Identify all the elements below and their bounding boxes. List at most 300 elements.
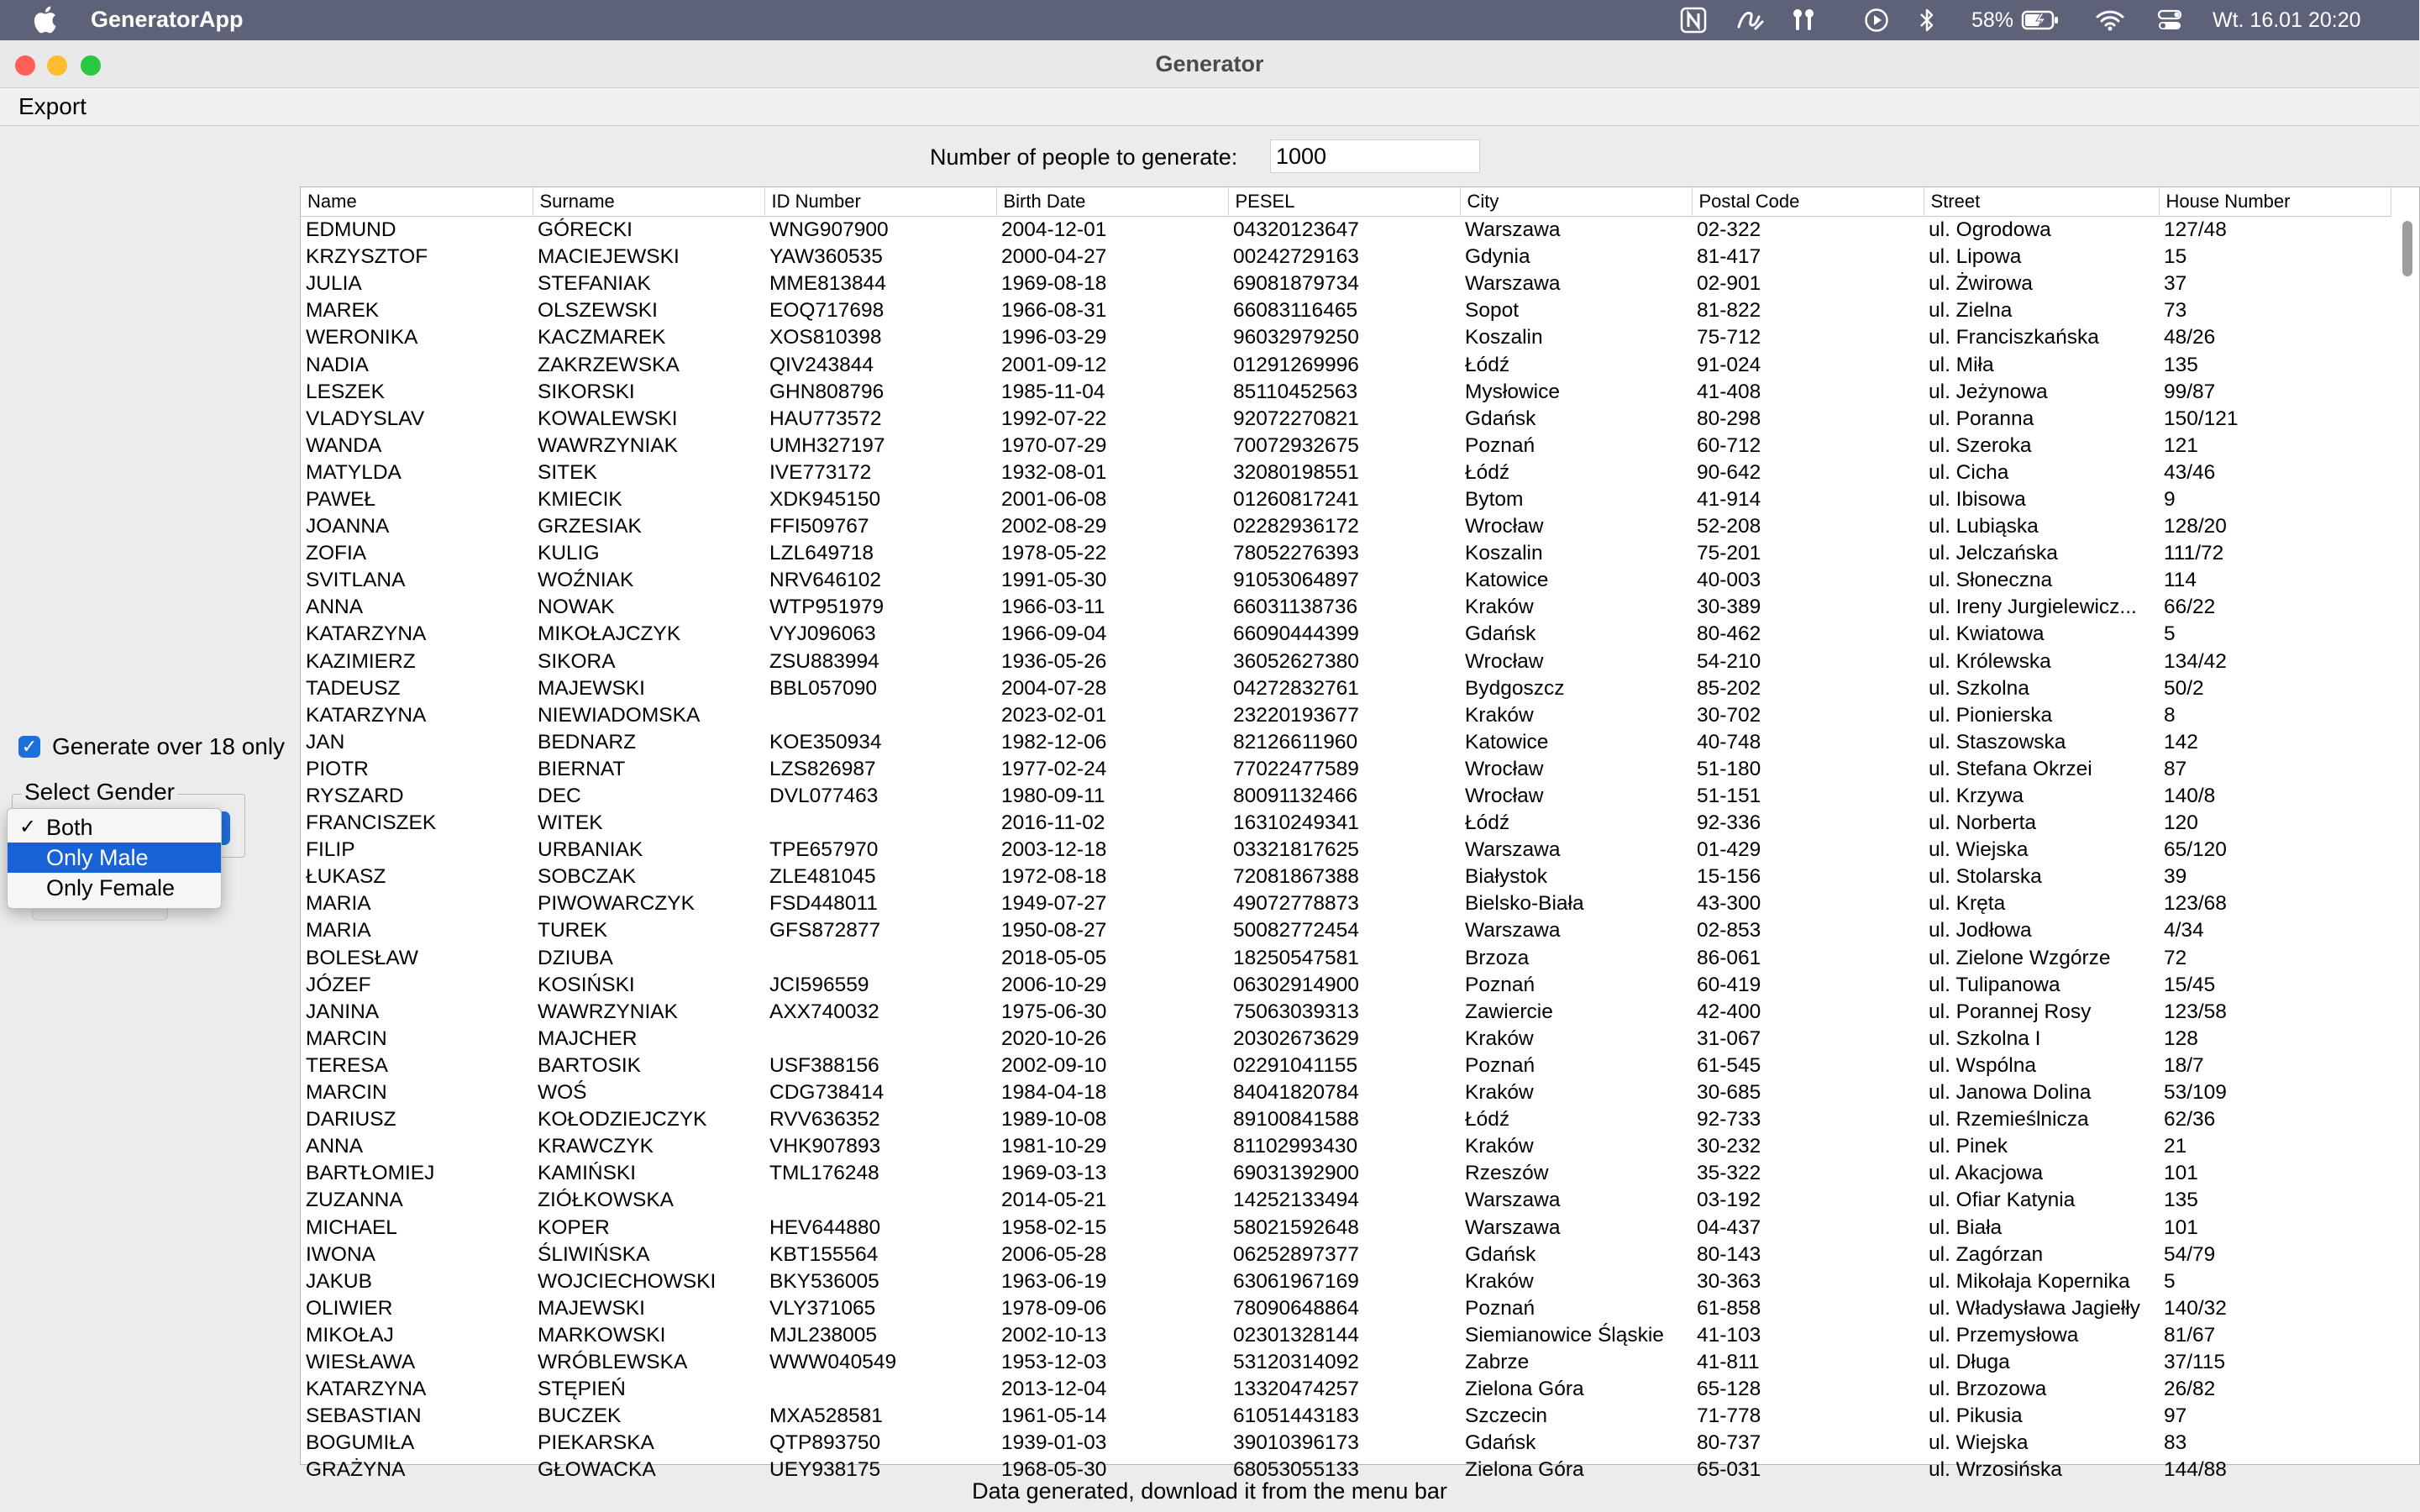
table-cell: 9 (2164, 487, 2176, 511)
table-row[interactable] (301, 972, 2391, 999)
table-cell: 84041820784 (1233, 1081, 1359, 1105)
table-cell: 86-061 (1697, 946, 1761, 969)
table-cell: Kraków (1465, 596, 1534, 619)
table-cell: ul. Franciszkańska (1929, 326, 2099, 349)
count-label: Number of people to generate: (930, 144, 1238, 170)
table-cell: 50082772454 (1233, 919, 1359, 942)
table-cell: ul. Ireny Jurgielewicz... (1929, 596, 2137, 619)
column-header[interactable]: City (1460, 187, 1692, 217)
table-row[interactable] (301, 217, 2391, 244)
table-cell: 80091132466 (1233, 785, 1358, 808)
window-titlebar (0, 40, 2419, 88)
table-cell: 41-103 (1697, 1323, 1761, 1347)
table-cell (764, 1187, 996, 1214)
table-cell: OLSZEWSKI (538, 299, 658, 323)
table-cell: MARCIN (306, 1081, 387, 1105)
table-row[interactable] (301, 1026, 2391, 1053)
table-cell: 2018-05-05 (1001, 946, 1107, 969)
window-title: Generator (1155, 51, 1264, 76)
table-cell: 1969-03-13 (1001, 1162, 1107, 1185)
table-cell: 5 (2164, 1269, 2176, 1293)
table-row[interactable] (301, 999, 2391, 1026)
table-cell: 02301328144 (1233, 1323, 1359, 1347)
table-row[interactable] (301, 540, 2391, 567)
table-cell: KATARZYNA (306, 1378, 427, 1401)
table-cell: Poznań (1465, 1296, 1535, 1320)
table-cell: 00242729163 (1233, 245, 1359, 269)
column-header[interactable]: ID Number (764, 187, 996, 217)
table-cell: 1966-03-11 (1001, 596, 1105, 619)
status-message: Data generated, download it from the menu bar (972, 1478, 1447, 1504)
table-cell: MARCIN (306, 1026, 387, 1050)
table-cell: ul. Zagórzan (1929, 1242, 2044, 1266)
table-cell: Warszawa (1465, 218, 1561, 242)
table-cell: 66031138736 (1233, 596, 1358, 619)
table-cell: 1961-05-14 (1001, 1404, 1107, 1428)
table-cell: JCI596559 (769, 973, 869, 996)
table-row[interactable] (301, 675, 2391, 702)
table-cell: XDK945150 (769, 487, 881, 511)
table-cell: 1936-05-26 (1001, 649, 1107, 673)
table-cell: SITEK (538, 460, 597, 484)
table-cell (764, 702, 996, 729)
table-cell: 80-298 (1697, 407, 1761, 430)
table-cell: 2016-11-02 (1001, 811, 1105, 835)
table-cell: 134/42 (2164, 649, 2227, 673)
table-row[interactable] (301, 810, 2391, 837)
table-cell: 92-336 (1697, 811, 1761, 835)
table-row[interactable] (301, 1322, 2391, 1349)
table-row[interactable] (301, 459, 2391, 486)
table-row[interactable] (301, 594, 2391, 621)
table-cell: 06252897377 (1233, 1242, 1359, 1266)
table-cell: WNG907900 (769, 218, 889, 242)
table-cell: 111/72 (2164, 542, 2224, 565)
table-cell: Poznań (1465, 1053, 1535, 1077)
table-cell: GRAŻYNA (306, 1458, 406, 1482)
table-cell: VLADYSLAV (306, 407, 425, 430)
table-cell: Bytom (1465, 487, 1524, 511)
table-cell: 92072270821 (1233, 407, 1359, 430)
table-row[interactable] (301, 890, 2391, 917)
table-cell: 04320123647 (1233, 218, 1359, 242)
table-cell: SIKORA (538, 649, 616, 673)
table-cell: 5 (2164, 622, 2176, 646)
table-cell: 37 (2164, 272, 2187, 296)
table-cell: Kraków (1465, 1135, 1534, 1158)
table-cell: ul. Cicha (1929, 460, 2009, 484)
table-cell: 53120314092 (1233, 1350, 1359, 1373)
table-cell: JULIA (306, 272, 362, 296)
table-row[interactable] (301, 648, 2391, 675)
table-row[interactable] (301, 1268, 2391, 1295)
table-cell: ul. Pionierska (1929, 703, 2053, 727)
table-row[interactable] (301, 917, 2391, 944)
table-cell (764, 1026, 996, 1053)
table-cell: 18/7 (2164, 1053, 2204, 1077)
column-header[interactable]: House Number (2159, 187, 2391, 217)
table-cell: ul. Poranna (1929, 407, 2034, 430)
table-cell: KATARZYNA (306, 703, 427, 727)
column-header[interactable]: Street (1924, 187, 2159, 217)
over18-checkbox[interactable]: ✓ (18, 736, 40, 758)
table-cell: KOWALEWSKI (538, 407, 678, 430)
table-cell: KAMIŃSKI (538, 1162, 637, 1185)
table-cell: 75063039313 (1233, 1000, 1359, 1023)
table-row[interactable] (301, 270, 2391, 297)
table-cell: OLIWIER (306, 1296, 393, 1320)
table-cell: 43-300 (1697, 892, 1761, 916)
table-cell: KACZMAREK (538, 326, 666, 349)
table-cell: WERONIKA (306, 326, 418, 349)
table-header-row (301, 187, 2391, 217)
table-cell: EDMUND (306, 218, 396, 242)
table-cell: 1984-04-18 (1001, 1081, 1107, 1105)
table-cell: ul. Stolarska (1929, 865, 2042, 889)
table-row[interactable] (301, 1376, 2391, 1403)
table-cell: 63061967169 (1233, 1269, 1359, 1293)
table-cell: KBT155564 (769, 1242, 879, 1266)
table-cell: BOGUMIŁA (306, 1431, 415, 1455)
table-cell: 121 (2164, 433, 2198, 457)
table-cell: 1939-01-03 (1001, 1431, 1107, 1455)
table-cell: ul. Kwiatowa (1929, 622, 2045, 646)
table-cell: KOPER (538, 1215, 610, 1239)
gender-option-only-male[interactable] (8, 843, 221, 873)
table-cell: TML176248 (769, 1162, 879, 1185)
table-cell: Rzeszów (1465, 1162, 1549, 1185)
table-cell: DARIUSZ (306, 1108, 396, 1131)
table-cell: LZS826987 (769, 757, 876, 780)
table-cell: Wrocław (1465, 785, 1544, 808)
table-cell: BKY536005 (769, 1269, 879, 1293)
table-cell: 2006-05-28 (1001, 1242, 1107, 1266)
table-cell: 1963-06-19 (1001, 1269, 1107, 1293)
vertical-scrollbar[interactable] (2402, 221, 2412, 276)
wifi-icon[interactable] (2095, 7, 2125, 34)
table-cell: RYSZARD (306, 785, 404, 808)
table-cell: ZUZANNA (306, 1189, 403, 1212)
table-cell: Kraków (1465, 703, 1534, 727)
table-cell: MIKOŁAJ (306, 1323, 394, 1347)
table-cell: CDG738414 (769, 1081, 885, 1105)
export-menu[interactable]: Export (18, 93, 87, 119)
table-cell: Łódź (1465, 811, 1510, 835)
table-cell: 75-201 (1697, 542, 1761, 565)
table-cell: 101 (2164, 1215, 2198, 1239)
table-cell: ul. Kręta (1929, 892, 2006, 916)
table-row[interactable] (301, 351, 2391, 378)
gender-dropdown-menu (7, 808, 222, 909)
table-cell: GÓRECKI (538, 218, 633, 242)
table-cell: 1950-08-27 (1001, 919, 1107, 942)
n-app-icon[interactable] (1680, 7, 1707, 34)
table-cell: 135 (2164, 1189, 2198, 1212)
table-row[interactable] (301, 783, 2391, 810)
people-table[interactable] (300, 186, 2420, 1482)
table-cell: ul. Norberta (1929, 811, 2037, 835)
table-cell: ul. Królewska (1929, 649, 2051, 673)
control-center-icon[interactable] (2157, 7, 2182, 34)
table-cell: Łódź (1465, 460, 1510, 484)
table-cell: 81/67 (2164, 1323, 2216, 1347)
table-cell: Poznań (1465, 973, 1535, 996)
table-cell: Białystok (1465, 865, 1548, 889)
table-cell: 01-429 (1697, 838, 1761, 862)
people-count-input[interactable] (1270, 139, 1480, 173)
column-header[interactable]: PESEL (1228, 187, 1460, 217)
table-cell: 1982-12-06 (1001, 730, 1107, 753)
battery-charging-icon[interactable] (2021, 7, 2060, 34)
table-cell: 58021592648 (1233, 1215, 1359, 1239)
table-cell: ZSU883994 (769, 649, 879, 673)
table-cell: Katowice (1465, 730, 1549, 753)
table-cell: WAWRZYNIAK (538, 433, 678, 457)
table-cell: FRANCISZEK (306, 811, 437, 835)
column-header[interactable]: Postal Code (1692, 187, 1924, 217)
menubar-clock[interactable]: Wt. 16.01 20:20 (2213, 8, 2361, 32)
table-cell: 127/48 (2164, 218, 2227, 242)
table-cell: 8 (2164, 703, 2176, 727)
table-row[interactable] (301, 1295, 2391, 1322)
table-cell: 02-322 (1697, 218, 1761, 242)
column-header[interactable]: Name (301, 187, 533, 217)
table-row[interactable] (301, 379, 2391, 406)
gender-option-only-female[interactable] (8, 873, 221, 903)
table-cell: MAJEWSKI (538, 1296, 645, 1320)
table-cell: 2023-02-01 (1001, 703, 1107, 727)
table-cell: IWONA (306, 1242, 376, 1266)
table-cell: GŁOWACKA (538, 1458, 656, 1482)
table-row[interactable] (301, 513, 2391, 540)
table-row[interactable] (301, 324, 2391, 351)
table-row[interactable] (301, 729, 2391, 756)
table-cell: 51-151 (1697, 785, 1761, 808)
table-cell: GRZESIAK (538, 515, 642, 538)
table-cell: 73 (2164, 299, 2187, 323)
table-row[interactable] (301, 621, 2391, 648)
table-cell: 04-437 (1697, 1215, 1761, 1239)
table-cell: WOŚ (538, 1081, 587, 1105)
table-cell: ul. Szkolna (1929, 676, 2029, 700)
table-cell: ul. Jeżynowa (1929, 380, 2048, 403)
table-cell: EOQ717698 (769, 299, 885, 323)
table-cell: ZLE481045 (769, 865, 876, 889)
table-cell: MJL238005 (769, 1323, 878, 1347)
table-cell: FSD448011 (769, 892, 878, 916)
table-row[interactable] (301, 837, 2391, 864)
table-cell: JAN (306, 730, 345, 753)
table-cell: 36052627380 (1233, 649, 1359, 673)
table-row[interactable] (301, 1053, 2391, 1079)
table-cell: 142 (2164, 730, 2198, 753)
table-cell: KOŁODZIEJCZYK (538, 1108, 707, 1131)
table-cell: 35-322 (1697, 1162, 1761, 1185)
table-cell: 2020-10-26 (1001, 1026, 1107, 1050)
table-row[interactable] (301, 1403, 2391, 1430)
over18-checkbox-row[interactable] (18, 732, 285, 761)
gender-option-label: Only Male (46, 845, 149, 870)
table-cell: BARTŁOMIEJ (306, 1162, 435, 1185)
table-cell: ul. Mikołaja Kopernika (1929, 1269, 2130, 1293)
table-cell: 37/115 (2164, 1350, 2226, 1373)
table-row[interactable] (301, 1160, 2391, 1187)
table-cell: WTP951979 (769, 596, 885, 619)
table-row[interactable] (301, 244, 2391, 270)
table-cell: KAZIMIERZ (306, 649, 416, 673)
table-row[interactable] (301, 1349, 2391, 1376)
table-cell: 2013-12-04 (1001, 1378, 1107, 1401)
table-cell: 2004-07-28 (1001, 676, 1107, 700)
table-cell: XOS810398 (769, 326, 882, 349)
table-cell: 82126611960 (1233, 730, 1358, 753)
table-row[interactable] (301, 1242, 2391, 1268)
table-cell: ZAKRZEWSKA (538, 353, 680, 376)
table-cell: MARIA (306, 919, 371, 942)
table-cell: 60-419 (1697, 973, 1761, 996)
column-header[interactable]: Birth Date (996, 187, 1228, 217)
table-cell: Koszalin (1465, 542, 1543, 565)
table-cell: 1966-09-04 (1001, 622, 1107, 646)
table-cell: 54/79 (2164, 1242, 2216, 1266)
table-cell: 03-192 (1697, 1189, 1761, 1212)
table-cell: 140/32 (2164, 1296, 2227, 1320)
table-row[interactable] (301, 1079, 2391, 1106)
table-row[interactable] (301, 702, 2391, 729)
table-cell: 1958-02-15 (1001, 1215, 1107, 1239)
table-cell: 61051443183 (1233, 1404, 1359, 1428)
apple-logo-icon[interactable] (32, 5, 57, 34)
table-cell: LZL649718 (769, 542, 874, 565)
table-cell (764, 945, 996, 972)
table-cell: TADEUSZ (306, 676, 401, 700)
table-row[interactable] (301, 1430, 2391, 1457)
table-cell (764, 810, 996, 837)
table-cell: 1972-08-18 (1001, 865, 1107, 889)
table-cell: 2014-05-21 (1001, 1189, 1107, 1212)
table-cell: 15-156 (1697, 865, 1761, 889)
script-icon[interactable] (1735, 7, 1766, 34)
table-cell: 2002-08-29 (1001, 515, 1107, 538)
table-cell: ul. Tulipanowa (1929, 973, 2060, 996)
table-cell: 49072778873 (1233, 892, 1359, 916)
table-cell: 150/121 (2164, 407, 2239, 430)
table-cell: Warszawa (1465, 1215, 1561, 1239)
table-cell: KRAWCZYK (538, 1135, 654, 1158)
table-cell: ul. Brzozowa (1929, 1378, 2047, 1401)
table-cell: Łódź (1465, 1108, 1510, 1131)
table-cell: 91-024 (1697, 353, 1761, 376)
table-cell: ul. Słoneczna (1929, 569, 2053, 592)
table-cell: MAJCHER (538, 1026, 638, 1050)
table-row[interactable] (301, 486, 2391, 513)
table-row[interactable] (301, 756, 2391, 783)
table-row[interactable] (301, 406, 2391, 433)
table-cell: ul. Władysława Jagiełły (1929, 1296, 2140, 1320)
table-cell: TUREK (538, 919, 608, 942)
table-cell: 21 (2164, 1135, 2187, 1158)
table-cell: 40-748 (1697, 730, 1761, 753)
table-cell: 30-232 (1697, 1135, 1761, 1158)
table-cell: 85-202 (1697, 676, 1761, 700)
table-cell: 31-067 (1697, 1026, 1761, 1050)
table-cell: AXX740032 (769, 1000, 879, 1023)
table-cell: 69081879734 (1233, 272, 1359, 296)
table-cell: 135 (2164, 353, 2198, 376)
table-cell: Kraków (1465, 1081, 1534, 1105)
table-cell: ul. Lubiąska (1929, 515, 2039, 538)
table-cell: ul. Przemysłowa (1929, 1323, 2079, 1347)
table-row[interactable] (301, 567, 2391, 594)
table-cell: ZOFIA (306, 542, 367, 565)
table-cell: WWW040549 (769, 1350, 897, 1373)
table-cell: 2002-09-10 (1001, 1053, 1107, 1077)
table-cell: GFS872877 (769, 919, 881, 942)
table-cell: 90-642 (1697, 460, 1761, 484)
table-cell (764, 1376, 996, 1403)
gender-option-both[interactable] (8, 812, 221, 843)
table-cell: WANDA (306, 433, 382, 457)
table-cell: ul. Zielna (1929, 299, 2013, 323)
table-cell: TPE657970 (769, 838, 879, 862)
table-cell: 41-811 (1697, 1350, 1760, 1373)
table-row[interactable] (301, 1133, 2391, 1160)
table-row[interactable] (301, 1214, 2391, 1241)
gender-option-label: Only Female (46, 875, 176, 900)
table-cell: Szczecin (1465, 1404, 1548, 1428)
table-cell: 69031392900 (1233, 1162, 1359, 1185)
airpods-icon[interactable] (1791, 7, 1816, 34)
table-cell: DEC (538, 785, 581, 808)
table-row[interactable] (301, 1106, 2391, 1133)
table-row[interactable] (301, 864, 2391, 890)
table-cell: 1932-08-01 (1001, 460, 1107, 484)
table-row[interactable] (301, 433, 2391, 459)
app-name[interactable]: GeneratorApp (91, 7, 244, 32)
table-row[interactable] (301, 945, 2391, 972)
table-cell: JOANNA (306, 515, 390, 538)
table-cell: 39010396173 (1233, 1431, 1359, 1455)
table-cell: PIOTR (306, 757, 369, 780)
bluetooth-icon[interactable] (1919, 7, 1935, 34)
table-cell: Warszawa (1465, 838, 1561, 862)
table-cell: 30-389 (1697, 596, 1761, 619)
table-cell: Poznań (1465, 433, 1535, 457)
table-cell: YAW360535 (769, 245, 883, 269)
table-cell: JANINA (306, 1000, 380, 1023)
table-cell: MME813844 (769, 272, 886, 296)
table-row[interactable] (301, 297, 2391, 324)
table-cell: 30-685 (1697, 1081, 1761, 1105)
table-cell: 1978-05-22 (1001, 542, 1107, 565)
table-cell: ul. Długa (1929, 1350, 2010, 1373)
table-cell: PIWOWARCZYK (538, 892, 695, 916)
table-cell: 140/8 (2164, 785, 2216, 808)
table-cell: BARTOSIK (538, 1053, 642, 1077)
column-header[interactable]: Surname (533, 187, 764, 217)
table-row[interactable] (301, 1187, 2391, 1214)
app-menu-bar (0, 88, 2419, 126)
table-cell: WAWRZYNIAK (538, 1000, 678, 1023)
table-cell: QIV243844 (769, 353, 874, 376)
table-cell: PAWEŁ (306, 487, 376, 511)
table-cell: Wrocław (1465, 649, 1544, 673)
table-cell: MICHAEL (306, 1215, 397, 1239)
table-cell: UMH327197 (769, 433, 885, 457)
play-circle-icon[interactable] (1863, 7, 1890, 34)
table-cell: MXA528581 (769, 1404, 883, 1428)
table-cell: 60-712 (1697, 433, 1761, 457)
